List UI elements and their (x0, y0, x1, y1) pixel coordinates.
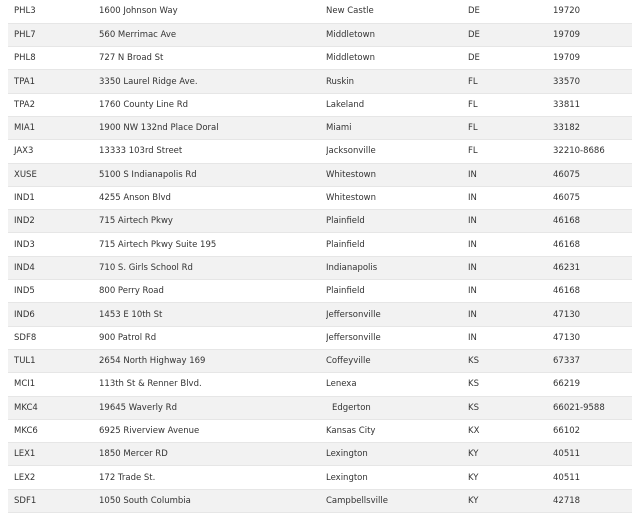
facility-city: Middletown (326, 29, 375, 40)
facility-address: 13333 103rd Street (99, 146, 183, 157)
table-row (8, 47, 632, 70)
facility-address: 1050 South Columbia (99, 495, 191, 506)
facility-code: IND6 (14, 309, 35, 320)
facility-address: 4255 Anson Blvd (99, 193, 171, 204)
table-row (8, 419, 632, 442)
facility-state: FL (468, 99, 478, 110)
facility-city: Edgerton (332, 402, 371, 413)
facility-zip: 46168 (553, 239, 581, 250)
facility-code: MIA1 (14, 123, 36, 134)
facility-state: KX (468, 425, 480, 436)
facility-code: LEX1 (14, 449, 36, 460)
facility-city: Whitestown (326, 169, 377, 180)
facility-address: 19645 Waverly Rd (99, 402, 177, 413)
facility-state: IN (468, 216, 477, 227)
table-row (8, 443, 632, 466)
facility-state: KY (468, 449, 479, 460)
facility-zip: 19709 (553, 29, 581, 40)
facility-address: 172 Trade St. (99, 472, 156, 483)
table-row (8, 70, 632, 93)
facility-code: MCI1 (14, 379, 36, 390)
facility-state: KS (468, 356, 479, 367)
facility-zip: 47130 (553, 332, 581, 343)
facility-city: Lexington (326, 472, 368, 483)
facility-code: IND3 (14, 239, 35, 250)
facility-state: DE (468, 6, 480, 17)
table-row (8, 186, 632, 209)
table-row (8, 0, 632, 23)
facility-state: KY (468, 472, 479, 483)
facility-address: 715 Airtech Pkwy (99, 216, 173, 227)
facility-code: PHL3 (14, 6, 36, 17)
facility-address: 715 Airtech Pkwy Suite 195 (99, 239, 217, 250)
facility-address: 1453 E 10th St (99, 309, 163, 320)
facility-address: 560 Merrimac Ave (99, 29, 177, 40)
table-row (8, 280, 632, 303)
facility-city: Coffeyville (326, 356, 371, 367)
facility-address: 710 S. Girls School Rd (99, 262, 193, 273)
table-row (8, 93, 632, 116)
facility-code: TUL1 (14, 356, 36, 367)
facility-table (8, 0, 632, 513)
facility-code: TPA2 (14, 99, 35, 110)
facility-address: 900 Patrol Rd (99, 332, 157, 343)
facility-city: Plainfield (326, 286, 365, 297)
facility-zip: 33182 (553, 123, 581, 134)
facility-state: KS (468, 402, 479, 413)
facility-zip: 19709 (553, 53, 581, 64)
facility-zip: 46168 (553, 216, 581, 227)
facility-city: Ruskin (326, 76, 355, 87)
table-row (8, 489, 632, 512)
facility-state: IN (468, 193, 477, 204)
facility-zip: 46075 (553, 169, 581, 180)
table-row (8, 233, 632, 256)
facility-city: Lenexa (326, 379, 357, 390)
facility-city: Lexington (326, 449, 368, 460)
table-row (8, 349, 632, 372)
table-row (8, 163, 632, 186)
facility-zip: 66219 (553, 379, 581, 390)
facility-address: 1760 County Line Rd (99, 99, 189, 110)
table-row (8, 210, 632, 233)
table-row (8, 116, 632, 139)
table-row (8, 326, 632, 349)
facility-state: IN (468, 286, 477, 297)
facility-code: IND2 (14, 216, 35, 227)
facility-state: IN (468, 169, 477, 180)
facility-zip: 40511 (553, 449, 581, 460)
facility-code: IND1 (14, 193, 35, 204)
facility-zip: 40511 (553, 472, 581, 483)
facility-code: JAX3 (14, 146, 34, 157)
facility-city: Indianapolis (326, 262, 378, 273)
facility-zip: 46168 (553, 286, 581, 297)
facility-address: 1850 Mercer RD (99, 449, 168, 460)
facility-city: Plainfield (326, 239, 365, 250)
facility-code: MKC4 (14, 402, 38, 413)
facility-code: IND5 (14, 286, 35, 297)
facility-code: IND4 (14, 262, 35, 273)
facility-address: 5100 S Indianapolis Rd (99, 169, 197, 180)
facility-zip: 33570 (553, 76, 581, 87)
facility-city: Lakeland (326, 99, 365, 110)
facility-code: SDF1 (14, 495, 37, 506)
facility-code: PHL7 (14, 29, 36, 40)
facility-state: FL (468, 146, 478, 157)
facility-city: New Castle (326, 6, 374, 17)
facility-state: IN (468, 332, 477, 343)
facility-code: MKC6 (14, 425, 38, 436)
facility-state: KS (468, 379, 479, 390)
facility-address: 113th St & Renner Blvd. (99, 379, 202, 390)
facility-zip: 67337 (553, 356, 581, 367)
facility-address: 6925 Riverview Avenue (99, 425, 200, 436)
facility-zip: 66102 (553, 425, 581, 436)
table-row (8, 256, 632, 279)
facility-address: 727 N Broad St (99, 53, 164, 64)
facility-city: Jeffersonville (326, 309, 381, 320)
facility-state: FL (468, 76, 478, 87)
facility-state: IN (468, 262, 477, 273)
facility-zip: 32210-8686 (553, 146, 605, 157)
facility-city: Whitestown (326, 193, 377, 204)
table-row (8, 373, 632, 396)
facility-city: Middletown (326, 53, 375, 64)
table-row (8, 303, 632, 326)
facility-state: DE (468, 53, 480, 64)
facility-zip: 47130 (553, 309, 581, 320)
facility-address: 2654 North Highway 169 (99, 356, 206, 367)
facility-code: LEX2 (14, 472, 36, 483)
facility-code: PHL8 (14, 53, 36, 64)
facility-city: Plainfield (326, 216, 365, 227)
facility-zip: 19720 (553, 6, 581, 17)
facility-city: Campbellsville (326, 495, 388, 506)
facility-state: IN (468, 309, 477, 320)
facility-code: XUSE (14, 169, 37, 180)
facility-table-container (8, 0, 632, 513)
facility-address: 3350 Laurel Ridge Ave. (99, 76, 198, 87)
facility-code: SDF8 (14, 332, 37, 343)
table-row (8, 140, 632, 163)
facility-zip: 66021-9588 (553, 402, 605, 413)
facility-state: DE (468, 29, 480, 40)
table-row (8, 23, 632, 46)
facility-state: KY (468, 495, 479, 506)
facility-city: Miami (326, 123, 352, 134)
facility-address: 800 Perry Road (99, 286, 164, 297)
facility-zip: 33811 (553, 99, 581, 110)
table-row (8, 396, 632, 419)
facility-code: TPA1 (14, 76, 35, 87)
table-row (8, 466, 632, 489)
facility-state: IN (468, 239, 477, 250)
facility-city: Jacksonville (326, 146, 376, 157)
facility-address: 1900 NW 132nd Place Doral (99, 123, 219, 134)
facility-zip: 42718 (553, 495, 581, 506)
facility-state: FL (468, 123, 478, 134)
facility-zip: 46231 (553, 262, 581, 273)
facility-city: Kansas City (326, 425, 376, 436)
facility-zip: 46075 (553, 193, 581, 204)
facility-address: 1600 Johnson Way (99, 6, 178, 17)
facility-city: Jeffersonville (326, 332, 381, 343)
